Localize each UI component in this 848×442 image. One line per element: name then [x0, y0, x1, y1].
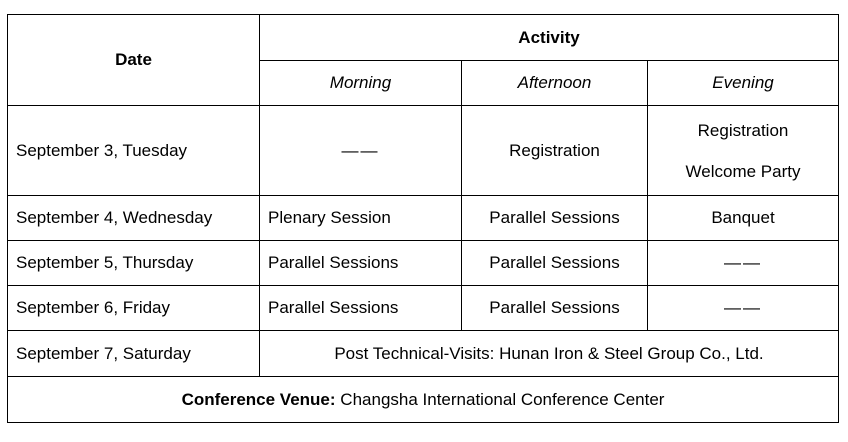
table-row [8, 241, 839, 286]
venue-label: Conference Venue: [181, 389, 336, 409]
evening-cell: Banquet [648, 196, 839, 241]
venue-cell [8, 377, 839, 423]
date-cell: September 5, Thursday [8, 241, 260, 286]
evening-header: Evening [648, 61, 839, 106]
date-cell: September 4, Wednesday [8, 196, 260, 241]
morning-cell: Parallel Sessions [260, 286, 462, 331]
afternoon-cell: Parallel Sessions [462, 196, 648, 241]
table-row [8, 331, 839, 377]
afternoon-cell: Parallel Sessions [462, 286, 648, 331]
table-row [8, 106, 839, 196]
evening-line: Welcome Party [685, 161, 801, 181]
table-row [8, 286, 839, 331]
header-row-activity [8, 15, 839, 61]
date-cell: September 7, Saturday [8, 331, 260, 377]
conference-schedule-table [7, 14, 839, 423]
evening-cell [648, 106, 839, 196]
date-cell: September 3, Tuesday [8, 106, 260, 196]
evening-cell: —— [648, 241, 839, 286]
morning-cell: Plenary Session [260, 196, 462, 241]
morning-header: Morning [260, 61, 462, 106]
activity-header: Activity [260, 15, 839, 61]
activity-cell: Post Technical-Visits: Hunan Iron & Steel Group Co., Ltd. [260, 331, 839, 377]
afternoon-cell: Registration [462, 106, 648, 196]
table-row [8, 196, 839, 241]
morning-cell: —— [260, 106, 462, 196]
date-cell: September 6, Friday [8, 286, 260, 331]
evening-line: Registration [697, 120, 789, 140]
venue-value: Changsha International Conference Center [340, 389, 665, 409]
afternoon-cell: Parallel Sessions [462, 241, 648, 286]
evening-cell: —— [648, 286, 839, 331]
morning-cell: Parallel Sessions [260, 241, 462, 286]
date-header: Date [8, 15, 260, 106]
afternoon-header: Afternoon [462, 61, 648, 106]
venue-row [8, 377, 839, 423]
